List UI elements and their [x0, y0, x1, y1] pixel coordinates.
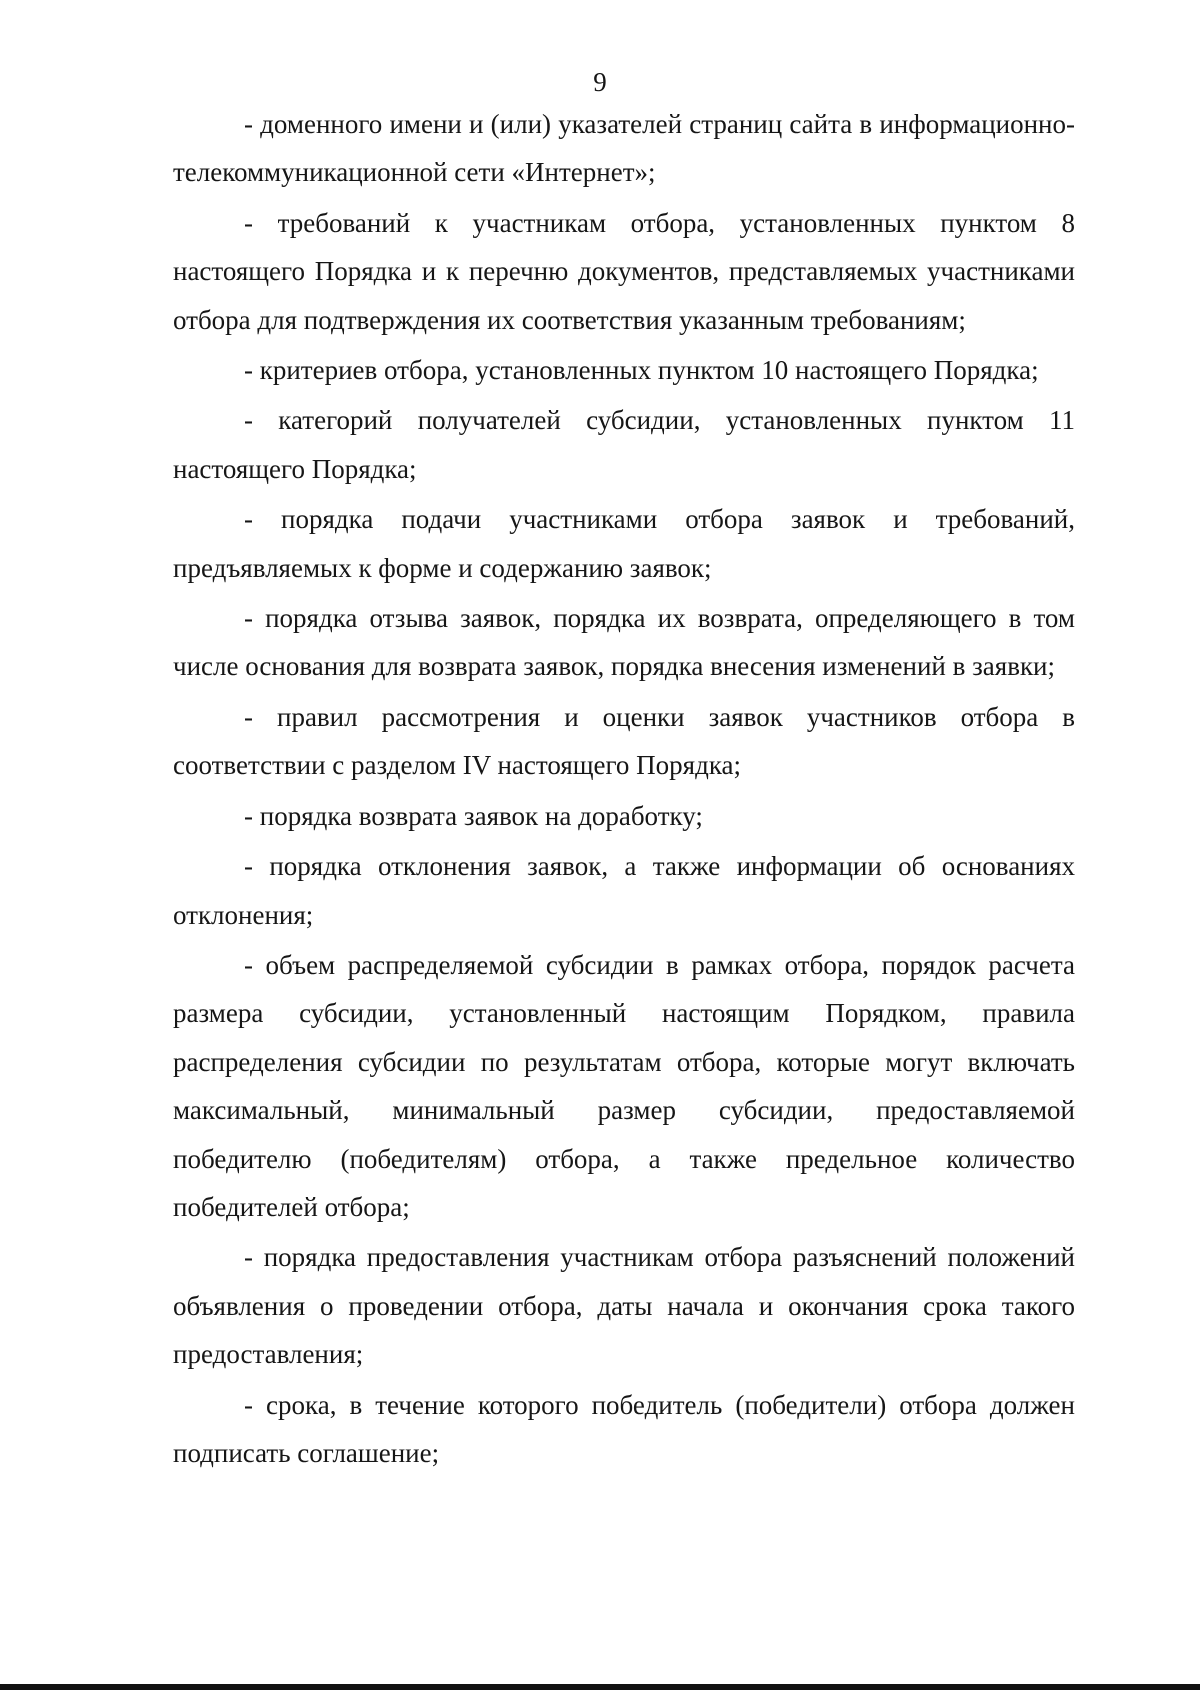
document-body	[173, 100, 1075, 1479]
list-item-domain-name: - доменного имени и (или) указателей страниц сайта в информационно-телекоммуникационной сети «Интернет»;	[173, 109, 1075, 188]
list-item-return-for-revision: - порядка возврата заявок на доработку;	[244, 800, 703, 831]
list-item-selection-criteria: - критериев отбора, установленных пунктом 10 настоящего Порядка;	[244, 355, 1039, 386]
list-item-agreement-deadline: - срока, в течение которого победитель (победители) отбора должен подписать соглашение;	[173, 1389, 1075, 1468]
list-item-evaluation-rules: - правил рассмотрения и оценки заявок участников отбора в соответствии с разделом IV настоящего Порядка;	[173, 701, 1075, 781]
list-item-recipient-categories: - категорий получателей субсидии, установленных пунктом 11 настоящего Порядка;	[173, 405, 1075, 484]
list-item-application-withdrawal: - порядка отзыва заявок, порядка их возврата, определяющего в том числе основания для возврата заявок, порядка внесения изменений в заявки;	[173, 603, 1075, 682]
bottom-border-line	[0, 1684, 1200, 1690]
list-item-rejection: - порядка отклонения заявок, а также информации об основаниях отклонения;	[173, 851, 1075, 930]
list-item-participant-requirements: - требований к участникам отбора, установленных пунктом 8 настоящего Порядка и к перечню документов, представляемых участниками отбора для подтверждения их соответствия указанным требованиям;	[173, 207, 1075, 335]
list-item-application-submission: - порядка подачи участниками отбора заявок и требований, предъявляемых к форме и содержанию заявок;	[173, 504, 1075, 583]
list-item-clarifications: - порядка предоставления участникам отбора разъяснений положений объявления о проведении отбора, даты начала и окончания срока такого предоставления;	[173, 1242, 1075, 1370]
page-number: 9	[593, 67, 607, 97]
list-item-subsidy-volume: - объем распределяемой субсидии в рамках отбора, порядок расчета размера субсидии, установленный настоящим Порядком, правила распределения субсидии по результатам отбора, которые могут включать максимальный, минимальный размер субсидии, предоставляемой победителю (победителям) отбора, а также предельное количество победителей отбора;	[173, 949, 1075, 1222]
